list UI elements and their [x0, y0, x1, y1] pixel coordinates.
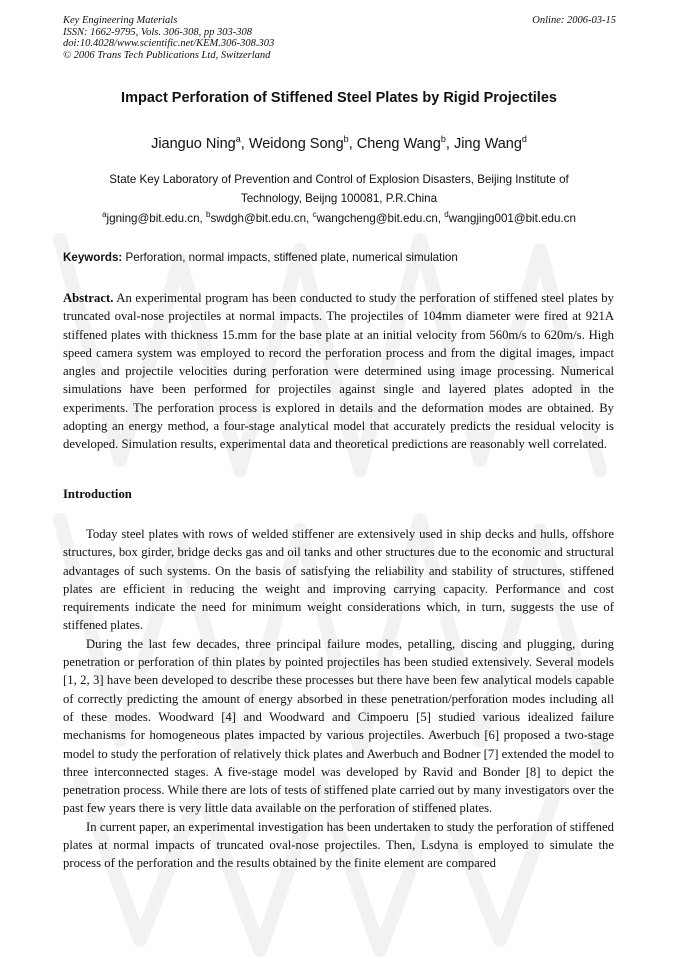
paragraph: In current paper, an experimental investigation has been undertaken to study the perforation of stiffened plates at normal impacts of truncated oval-nose projectiles. Then, Lsdyna is employed to simulate the process of the perforation and the results obtained by the finite element are compared	[63, 819, 614, 871]
author: Cheng Wang$^b$,	[356, 134, 454, 152]
keywords	[63, 251, 623, 264]
email-link[interactable]: swdgh@bit.edu.cn	[210, 211, 307, 225]
issn-line: ISSN: 1662-9795, Vols. 306-308, pp 303-308	[63, 26, 252, 38]
author	[454, 136, 527, 152]
affiliation: State Key Laboratory of Prevention and Control of Explosion Disasters, Beijing Institute of Technology, Beijng 100081, P.R.China	[109, 173, 569, 205]
introduction-body	[63, 525, 614, 873]
author-sup: d	[521, 134, 527, 144]
author-name: Jing Wang	[453, 135, 522, 152]
abstract-text: An experimental program has been conducted to study the perforation of stiffened steel plates by truncated oval-nose projectiles at normal impacts. The projectiles of 104mm diameter were fired at 921A stiffened plates with thickness 15.mm for the base plate at an initial velocity from 560m/s to 620m/s. High speed camera system was employed to record the perforation process and from the digital images, impact angles and projectile velocities during perforation were determined using image processing. Numerical simulations have been performed for projectiles against single and layered plates adopted in the experiments. The perforation process is explored in details and the deformation modes are obtained. By adopting an energy method, a four-stage analytical model that accurately predicts the residual velocity is developed. Simulation results, experimental data and theoretical predictions are reasonably well correlated.	[63, 291, 614, 452]
author-name: Weidong Song	[248, 135, 344, 152]
author-name: Jianguo Ning	[151, 135, 236, 152]
journal-header	[63, 15, 274, 61]
author-sup: b	[440, 134, 446, 144]
journal-name: Key Engineering Materials	[63, 15, 178, 26]
keywords-label: Keywords:	[63, 251, 123, 264]
abstract	[63, 289, 614, 454]
paragraph: During the last few decades, three principal failure modes, petalling, discing and plugging, during penetration or perforation of thin plates by pointed projectiles has been studied extensively. Several models [1, 2, 3] have been developed to describe these processes but there have been few analytical models capable of correctly predicting the amount of energy absorbed in these penetration/perforation modes including all of these modes. Woodward [4] and Woodward and Cimpoeru [5] studied various idealized failure mechanisms for homogeneous plates impacted by various projectiles. Awerbuch [6] proposed a two-stage model to study the perforation of relatively thick plates and Awerbuch and Bodner [7] extended the model to three interconnected stages. A five-stage model was developed by Ravid and Bonder [8] to depict the penetration process. While there are lots of tests of stiffened plate carried out by many investigators over the past few years there is very little data available on the perforation of stiffened plates.	[63, 636, 614, 816]
author-sup: b	[343, 134, 349, 144]
email-link[interactable]: wangcheng@bit.edu.cn	[316, 211, 438, 225]
author-sup: a	[235, 134, 241, 144]
paper-title: Impact Perforation of Stiffened Steel Plates by Rigid Projectiles	[121, 90, 557, 106]
online-date: Online: 2006-03-15	[532, 15, 616, 26]
keywords-text: Perforation, normal impacts, stiffened plate, numerical simulation	[125, 251, 458, 264]
email-link[interactable]: jgning@bit.edu.cn	[106, 211, 200, 225]
introduction-heading: Introduction	[63, 487, 132, 501]
doi-line[interactable]: doi:10.4028/www.scientific.net/KEM.306-308.303	[63, 38, 275, 49]
abstract-label: Abstract.	[63, 291, 114, 305]
author: Jianguo Ning$^a$,	[151, 134, 249, 152]
copyright-line: © 2006 Trans Tech Publications Ltd, Switzerland	[63, 49, 271, 61]
author-name: Cheng Wang	[356, 135, 441, 152]
author-list	[40, 134, 638, 152]
email-list: $^a$jgning@bit.edu.cn, $^b$swdgh@bit.edu.cn, $^c$wangcheng@bit.edu.cn, $^d$wangjing001@bit.edu.cn	[102, 210, 576, 225]
paragraph: Today steel plates with rows of welded stiffener are extensively used in ship decks and hulls, offshore structures, box girder, bridge decks gas and oil tanks and other structures due to the economic and structural advantages of such systems. On the basis of satisfying the reliability and stability of structures, stiffened plates are efficient in reducing the weight and improving carrying capacity. Performance and cost requirements indicate the need for minimum weight considerations which, in turn, suggests the use of stiffened plates.	[63, 527, 614, 633]
email-link[interactable]: wangjing001@bit.edu.cn	[448, 211, 576, 225]
author: Weidong Song$^b$,	[248, 134, 357, 152]
